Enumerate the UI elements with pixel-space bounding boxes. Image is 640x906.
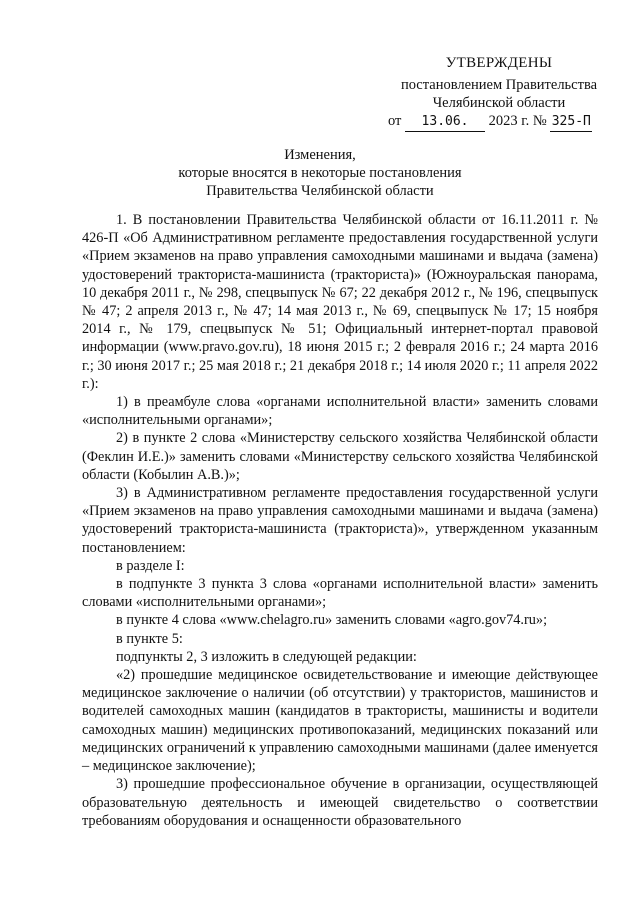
approval-line-1: постановлением Правительства [400, 77, 598, 93]
approval-line-2: Челябинской области [432, 95, 566, 111]
heading-line-1: Изменения, [284, 147, 356, 163]
paragraph-3: 2) в пункте 2 слова «Министерству сельского хозяйства Челябинской области (Феклин И.Е.)» заменить словами «Министерству сельского хозяйства Челябинской области (Кобылин А.В.)»; [82, 430, 598, 483]
heading-line-3: Правительства Челябинской области [206, 183, 434, 199]
paragraph-6: в подпункте 3 пункта 3 слова «органами исполнительной власти» заменить словами «исполнительными органами»; [82, 576, 598, 611]
approval-date-line [384, 112, 614, 132]
approval-title: УТВЕРЖДЕНЫ [445, 55, 553, 71]
approval-stamp [384, 54, 614, 132]
approval-year: 2023 г. [488, 113, 530, 129]
paragraph-10: «2) прошедшие медицинское освидетельствование и имеющие действующее медицинское заключение о наличии (об отсутствии) у трактористов, машинистов и водителей самоходных машин (кандидатов в трактористы, машинисты и водители самоходных машин) медицинских противопоказаний, медицинских показаний или медицинских ограничений к управлению самоходными машинами (далее именуется – медицинское заключение); [82, 667, 598, 775]
paragraph-4: 3) в Административном регламенте предоставления государственной услуги «Прием экзаменов на право управления самоходными машинами и выдача (замена) удостоверений тракториста-машиниста (тракториста)», утвержденном указанным постановлением: [82, 485, 598, 556]
approval-number: 325-П [550, 113, 592, 132]
heading-line-2: которые вносятся в некоторые постановления [178, 165, 462, 181]
paragraph-11: 3) прошедшие профессиональное обучение в организации, осуществляющей образовательную деятельность и имеющей свидетельство о соответствии требованиям оборудования и оснащенности образовательного [82, 776, 598, 829]
paragraph-1: 1. В постановлении Правительства Челябинской области от 16.11.2011 г. № 426-П «Об Административном регламенте предоставления государственной услуги «Прием экзаменов на право управления самоходными машинами и выдача (замена) удостоверений тракториста-машиниста (тракториста)» (Южноуральская панорама, 10 декабря 2011 г., № 298, спецвыпуск № 67; 22 декабря 2012 г., № 196, спецвыпуск № 47; 2 апреля 2013 г., № 47; 14 мая 2013 г., № 69, спецвыпуск № 17; 15 ноября 2014 г., № 179, спецвыпуск № 51; Официальный интернет-портал правовой информации (www.pravo.gov.ru), 18 июня 2015 г.; 2 февраля 2016 г.; 24 марта 2016 г.; 30 июня 2017 г.; 25 мая 2018 г.; 21 декабря 2018 г.; 14 июля 2020 г.; 11 апреля 2022 г.): [82, 212, 598, 392]
approval-date: 13.06. [405, 113, 485, 132]
paragraph-9: подпункты 2, 3 изложить в следующей редакции: [116, 648, 417, 665]
date-prefix: от [388, 113, 402, 129]
paragraph-8: в пункте 5: [116, 630, 183, 647]
paragraph-5: в разделе I: [116, 557, 185, 574]
paragraph-7: в пункте 4 слова «www.chelagro.ru» заменить словами «agro.gov74.ru»; [116, 612, 548, 629]
document-heading [100, 146, 540, 200]
document-body [82, 211, 598, 830]
number-sign: № [532, 113, 547, 129]
paragraph-2: 1) в преамбуле слова «органами исполнительной власти» заменить словами «исполнительными органами»; [82, 394, 598, 429]
